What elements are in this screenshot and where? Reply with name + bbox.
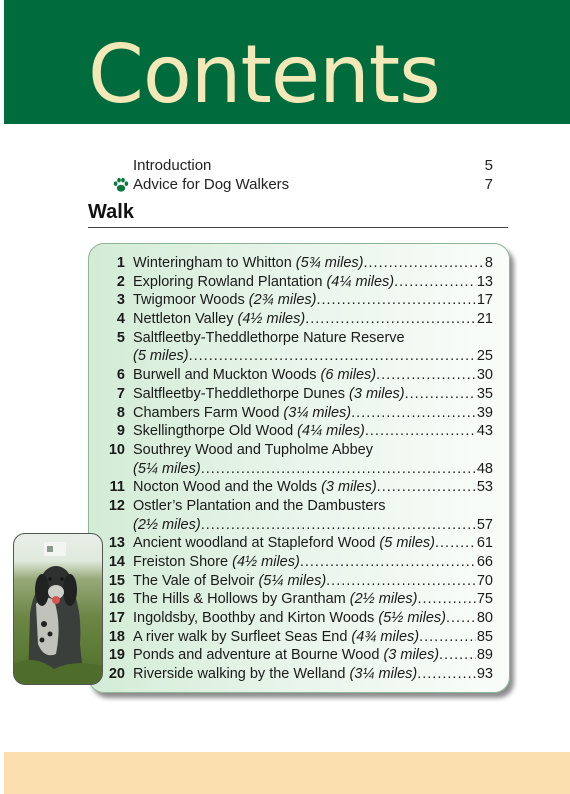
walk-number: 9	[116, 423, 125, 440]
footer-band	[4, 752, 570, 794]
walk-distance: (4½ miles)	[232, 554, 300, 570]
walk-page: 61	[476, 535, 493, 552]
walk-entry[interactable]	[100, 628, 493, 647]
walk-text	[133, 404, 493, 423]
walk-entry[interactable]	[100, 366, 493, 385]
dot-leader	[394, 273, 476, 292]
walk-number: 7	[116, 385, 125, 402]
walk-entry[interactable]	[100, 291, 493, 310]
walk-distance: (5¾ miles)	[295, 255, 364, 271]
walk-distance: (2½ miles)	[133, 516, 201, 533]
dot-leader	[300, 553, 476, 572]
walk-page: 17	[476, 292, 493, 309]
walk-distance: (3¼ miles)	[349, 666, 418, 683]
walk-page: 25	[476, 348, 493, 365]
intro-item[interactable]	[133, 175, 493, 194]
walk-page: 48	[476, 460, 493, 477]
walk-number: 11	[109, 479, 125, 496]
dot-leader	[417, 590, 475, 609]
walk-text	[133, 665, 493, 684]
dot-leader	[316, 291, 475, 310]
walk-text	[133, 254, 493, 273]
walk-title: Twigmoor Woods	[133, 292, 249, 309]
dot-leader	[419, 628, 476, 647]
dot-leader	[363, 254, 483, 273]
walk-text	[133, 329, 493, 348]
walk-page: 53	[476, 479, 493, 496]
walk-title: Ancient woodland at Stapleford Wood	[133, 535, 380, 552]
header-banner	[4, 0, 570, 124]
walk-text	[133, 441, 493, 460]
walk-title: Ponds and adventure at Bourne Wood	[133, 647, 384, 664]
walk-page: 39	[476, 404, 493, 421]
walk-entry[interactable]	[100, 553, 493, 572]
dot-leader	[376, 366, 476, 385]
walk-heading: Walk	[88, 201, 134, 223]
walk-entry[interactable]	[100, 329, 493, 348]
walk-entry[interactable]	[100, 441, 493, 460]
walk-page: 13	[476, 273, 493, 290]
walk-distance: (4¾ miles)	[351, 628, 420, 645]
walk-title: Ingoldsby, Boothby and Kirton Woods	[133, 610, 379, 627]
walk-number: 12	[108, 497, 125, 514]
walk-page: 8	[484, 255, 493, 271]
walk-distance: (4¼ miles)	[297, 423, 365, 440]
dot-leader	[417, 665, 476, 684]
walk-title: A river walk by Surfleet Seas End	[133, 628, 352, 645]
walk-text	[133, 553, 493, 572]
walk-distance: (3 miles)	[349, 385, 405, 402]
walk-entry[interactable]	[100, 609, 493, 628]
walk-page: 80	[476, 610, 493, 627]
walk-number: 17	[108, 610, 125, 627]
walk-text	[133, 460, 493, 479]
walk-entry[interactable]	[100, 646, 493, 665]
intro-page: 7	[484, 176, 493, 193]
walk-number: 2	[116, 273, 125, 290]
walk-number: 16	[108, 591, 125, 608]
walk-page: 30	[476, 367, 493, 384]
walk-text	[133, 291, 493, 310]
dot-leader	[446, 609, 476, 628]
walk-entry[interactable]	[100, 478, 493, 497]
dot-leader	[326, 572, 476, 591]
walk-entry[interactable]	[100, 347, 493, 366]
walk-entry[interactable]	[100, 665, 493, 684]
walk-text	[133, 516, 493, 535]
walk-text	[133, 273, 493, 292]
walk-number: 5	[116, 329, 125, 346]
walk-distance: (5 miles)	[379, 535, 435, 552]
walk-title: Exploring Rowland Plantation	[133, 273, 327, 290]
walk-number: 6	[116, 367, 125, 384]
walk-title: Chambers Farm Wood	[133, 404, 284, 421]
dot-leader	[439, 646, 476, 665]
walk-entry[interactable]	[100, 385, 493, 404]
walk-title: The Vale of Belvoir	[133, 572, 259, 589]
paw-print-icon	[112, 176, 130, 194]
dot-leader	[201, 516, 476, 535]
walk-text	[133, 628, 493, 647]
walk-distance: (3 miles)	[383, 647, 440, 664]
intro-label: Advice for Dog Walkers	[133, 176, 290, 193]
walk-page: 35	[476, 385, 493, 402]
walk-number: 20	[108, 666, 125, 683]
page-title: Contents	[88, 28, 440, 121]
walk-page: 89	[476, 647, 493, 664]
intro-label: Introduction	[133, 157, 212, 174]
dot-leader	[351, 404, 476, 423]
walk-text	[133, 347, 493, 366]
walk-entry[interactable]	[100, 404, 493, 423]
walk-number: 15	[108, 572, 125, 589]
walk-page: 85	[476, 628, 493, 645]
walk-page: 66	[476, 554, 493, 570]
walk-title: Nettleton Valley	[133, 311, 238, 328]
walk-distance: (2¾ miles)	[248, 292, 317, 309]
walk-number: 18	[108, 628, 125, 645]
walk-text	[133, 310, 493, 329]
heading-divider	[88, 227, 508, 228]
walk-text	[133, 497, 493, 516]
walk-entry[interactable]	[100, 460, 493, 479]
walk-text	[133, 534, 493, 553]
walk-title: Winteringham to Whitton	[133, 255, 296, 271]
walks-list	[100, 254, 493, 684]
walk-page: 21	[476, 311, 493, 328]
walk-number: 19	[108, 647, 125, 664]
walk-page: 75	[476, 591, 493, 608]
intro-item[interactable]	[133, 156, 493, 175]
walk-entry[interactable]	[100, 497, 493, 516]
walk-number: 14	[108, 554, 125, 570]
walk-title: Nocton Wood and the Wolds	[133, 479, 322, 496]
dot-leader	[365, 422, 476, 441]
walk-distance: (4½ miles)	[237, 311, 306, 328]
walk-distance: (5¼ miles)	[133, 460, 201, 477]
walk-distance: (3 miles)	[321, 479, 377, 496]
walk-text	[133, 609, 493, 628]
walk-title: Ostler’s Plantation and the Dambusters	[133, 497, 386, 514]
dog-illustration	[14, 534, 102, 684]
walk-title: Skellingthorpe Old Wood	[133, 423, 298, 440]
intro-page: 5	[484, 157, 493, 174]
walk-title: Saltfleetby-Theddlethorpe Dunes	[133, 385, 350, 402]
walk-number: 8	[116, 404, 125, 421]
dot-leader	[405, 385, 476, 404]
walk-page: 70	[476, 572, 493, 589]
walk-text	[133, 646, 493, 665]
walk-text	[133, 385, 493, 404]
walk-entry[interactable]	[100, 273, 493, 292]
walk-entry[interactable]	[100, 516, 493, 535]
dog-photo	[13, 533, 103, 685]
dot-leader	[377, 478, 476, 497]
walk-entry[interactable]	[100, 422, 493, 441]
walk-distance: (2½ miles)	[349, 591, 418, 608]
dot-leader	[189, 347, 476, 366]
walk-number: 4	[116, 311, 125, 328]
walk-page: 57	[476, 516, 493, 533]
walk-page: 93	[476, 666, 493, 683]
walk-text	[133, 366, 493, 385]
dot-leader	[305, 310, 476, 329]
dot-leader	[201, 460, 476, 479]
walk-entry[interactable]	[100, 310, 493, 329]
walk-title: Freiston Shore	[133, 554, 233, 570]
walk-title: The Hills & Hollows by Grantham	[133, 591, 350, 608]
walk-title: Riverside walking by the Welland	[133, 666, 350, 683]
walk-distance: (5½ miles)	[378, 610, 446, 627]
walk-distance: (3¼ miles)	[283, 404, 352, 421]
walk-entry[interactable]	[100, 572, 493, 591]
walk-distance: (6 miles)	[320, 367, 377, 384]
walk-number: 1	[116, 255, 125, 271]
walk-page: 43	[476, 423, 493, 440]
walk-title: Saltfleetby-Theddlethorpe Nature Reserve	[133, 329, 405, 346]
walk-entry[interactable]	[100, 534, 493, 553]
walk-number: 13	[108, 535, 125, 552]
walk-distance: (4¼ miles)	[326, 273, 395, 290]
walk-title: Burwell and Muckton Woods	[133, 367, 321, 384]
walk-distance: (5¼ miles)	[258, 572, 327, 589]
walk-entry[interactable]	[100, 254, 493, 273]
walk-text	[133, 590, 493, 609]
walk-number: 3	[116, 292, 125, 309]
walk-number: 10	[108, 441, 125, 458]
walk-entry[interactable]	[100, 590, 493, 609]
walk-text	[133, 422, 493, 441]
walk-text	[133, 478, 493, 497]
walk-title: Southrey Wood and Tupholme Abbey	[133, 441, 373, 458]
dot-leader	[435, 534, 476, 553]
walk-distance: (5 miles)	[133, 348, 189, 365]
walk-text	[133, 572, 493, 591]
